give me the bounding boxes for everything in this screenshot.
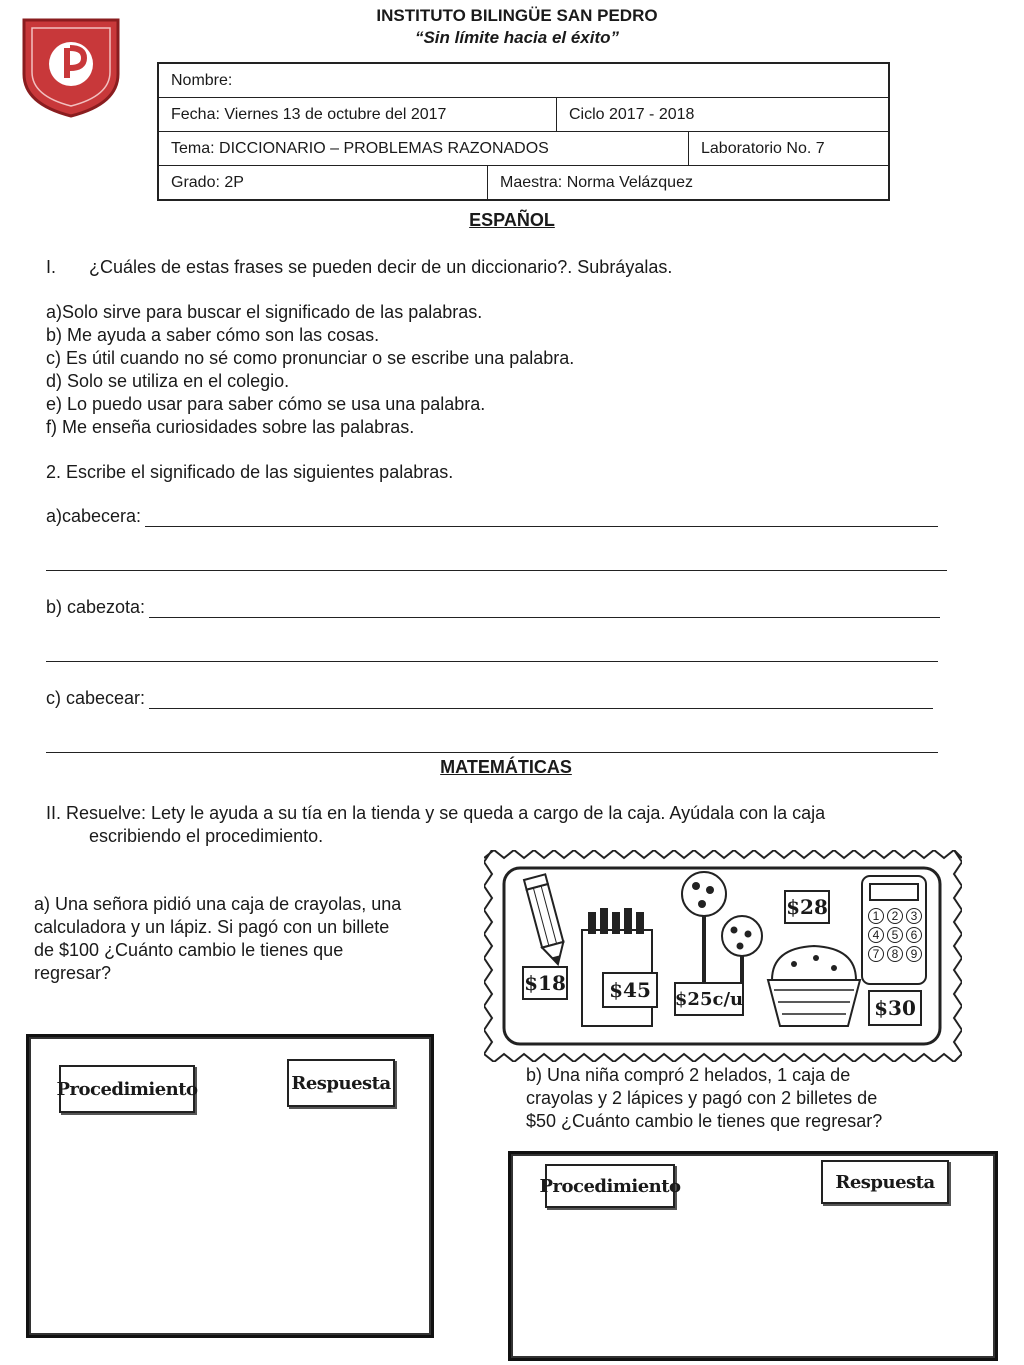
calc-key: 1 [868, 908, 884, 924]
price-tag-crayons: $45 [602, 972, 658, 1008]
answer-cabecear[interactable] [46, 688, 933, 709]
answer-line[interactable] [145, 506, 938, 527]
store-illustration [484, 850, 962, 1062]
date-field: Fecha: Viernes 13 de octubre del 2017 [171, 105, 447, 123]
answer-label: Respuesta [821, 1160, 949, 1204]
answer-line-extra[interactable] [46, 752, 938, 753]
problem-b-line-2: crayolas y 2 lápices y pagó con 2 billetes de [526, 1088, 878, 1108]
price-tag-pencil: $18 [522, 966, 568, 1000]
spanish-section-title: ESPAÑOL [469, 210, 555, 230]
answer-cabezota[interactable] [46, 597, 940, 618]
answer-line-extra[interactable] [46, 661, 938, 662]
lab-number-field: Laboratorio No. 7 [688, 132, 888, 165]
question-1-number: I. [46, 257, 57, 277]
answer-line[interactable] [149, 688, 933, 709]
problem-a-line-3: de $100 ¿Cuánto cambio le tienes que [34, 940, 344, 960]
procedure-label: Procedimiento [545, 1164, 675, 1208]
option-d[interactable]: d) Solo se utiliza en el colegio. [46, 371, 290, 391]
problem-b-line-1: b) Una niña compró 2 helados, 1 caja de [526, 1065, 851, 1085]
option-c[interactable]: c) Es útil cuando no sé como pronunciar o se escribe una palabra. [46, 348, 575, 368]
calc-key: 3 [906, 908, 922, 924]
calc-key: 2 [887, 908, 903, 924]
question-1-text: ¿Cuáles de estas frases se pueden decir de un diccionario?. Subráyalas. [89, 257, 673, 277]
problem-a-line-4: regresar? [34, 963, 112, 983]
question-2-text: 2. Escribe el significado de las siguientes palabras. [46, 462, 454, 482]
answer-box-b[interactable] [508, 1151, 998, 1361]
word-label: c) cabecear: [46, 688, 146, 708]
answer-box-a[interactable] [26, 1034, 434, 1338]
answer-label: Respuesta [287, 1059, 395, 1107]
word-label: a)cabecera: [46, 506, 142, 526]
calc-key: 6 [906, 927, 922, 943]
calculator-keypad [868, 908, 922, 962]
option-b[interactable]: b) Me ayuda a saber cómo son las cosas. [46, 325, 380, 345]
school-logo [18, 12, 124, 120]
answer-line-extra[interactable] [46, 570, 947, 571]
calc-key: 8 [887, 946, 903, 962]
procedure-label: Procedimiento [59, 1065, 195, 1113]
price-tag-calculator: $28 [784, 890, 830, 924]
problem-a-line-2: calculadora y un lápiz. Si pagó con un billete [34, 917, 390, 937]
student-info-table [157, 62, 890, 201]
problem-a-line-1: a) Una señora pidió una caja de crayolas, una [34, 894, 402, 914]
option-a[interactable]: a)Solo sirve para buscar el significado de las palabras. [46, 302, 483, 322]
price-tag-icecream: $30 [868, 990, 922, 1026]
math-question-line-2: escribiendo el procedimiento. [89, 826, 324, 846]
math-question-line-1: II. Resuelve: Lety le ayuda a su tía en la tienda y se queda a cargo de la caja. Ayúdala con la caja [46, 803, 826, 823]
price-tag-lollipop: $25c/u [674, 982, 744, 1016]
topic-field: Tema: DICCIONARIO – PROBLEMAS RAZONADOS [171, 139, 549, 157]
answer-cabecera[interactable] [46, 506, 938, 527]
calc-key: 9 [906, 946, 922, 962]
math-section-title: MATEMÁTICAS [440, 757, 572, 777]
name-field[interactable]: Nombre: [171, 71, 233, 89]
school-motto: “Sin límite hacia el éxito” [414, 28, 620, 47]
option-f[interactable]: f) Me enseña curiosidades sobre las palabras. [46, 417, 415, 437]
calc-key: 4 [868, 927, 884, 943]
grade-field: Grado: 2P [171, 173, 244, 191]
calc-key: 7 [868, 946, 884, 962]
option-e[interactable]: e) Lo puedo usar para saber cómo se usa una palabra. [46, 394, 486, 414]
answer-line[interactable] [149, 597, 940, 618]
school-name: INSTITUTO BILINGÜE SAN PEDRO [376, 6, 658, 25]
cycle-field: Ciclo 2017 - 2018 [556, 98, 888, 131]
word-label: b) cabezota: [46, 597, 146, 617]
problem-b-line-3: $50 ¿Cuánto cambio le tienes que regresar? [526, 1111, 883, 1131]
teacher-field: Maestra: Norma Velázquez [487, 166, 888, 199]
calc-key: 5 [887, 927, 903, 943]
